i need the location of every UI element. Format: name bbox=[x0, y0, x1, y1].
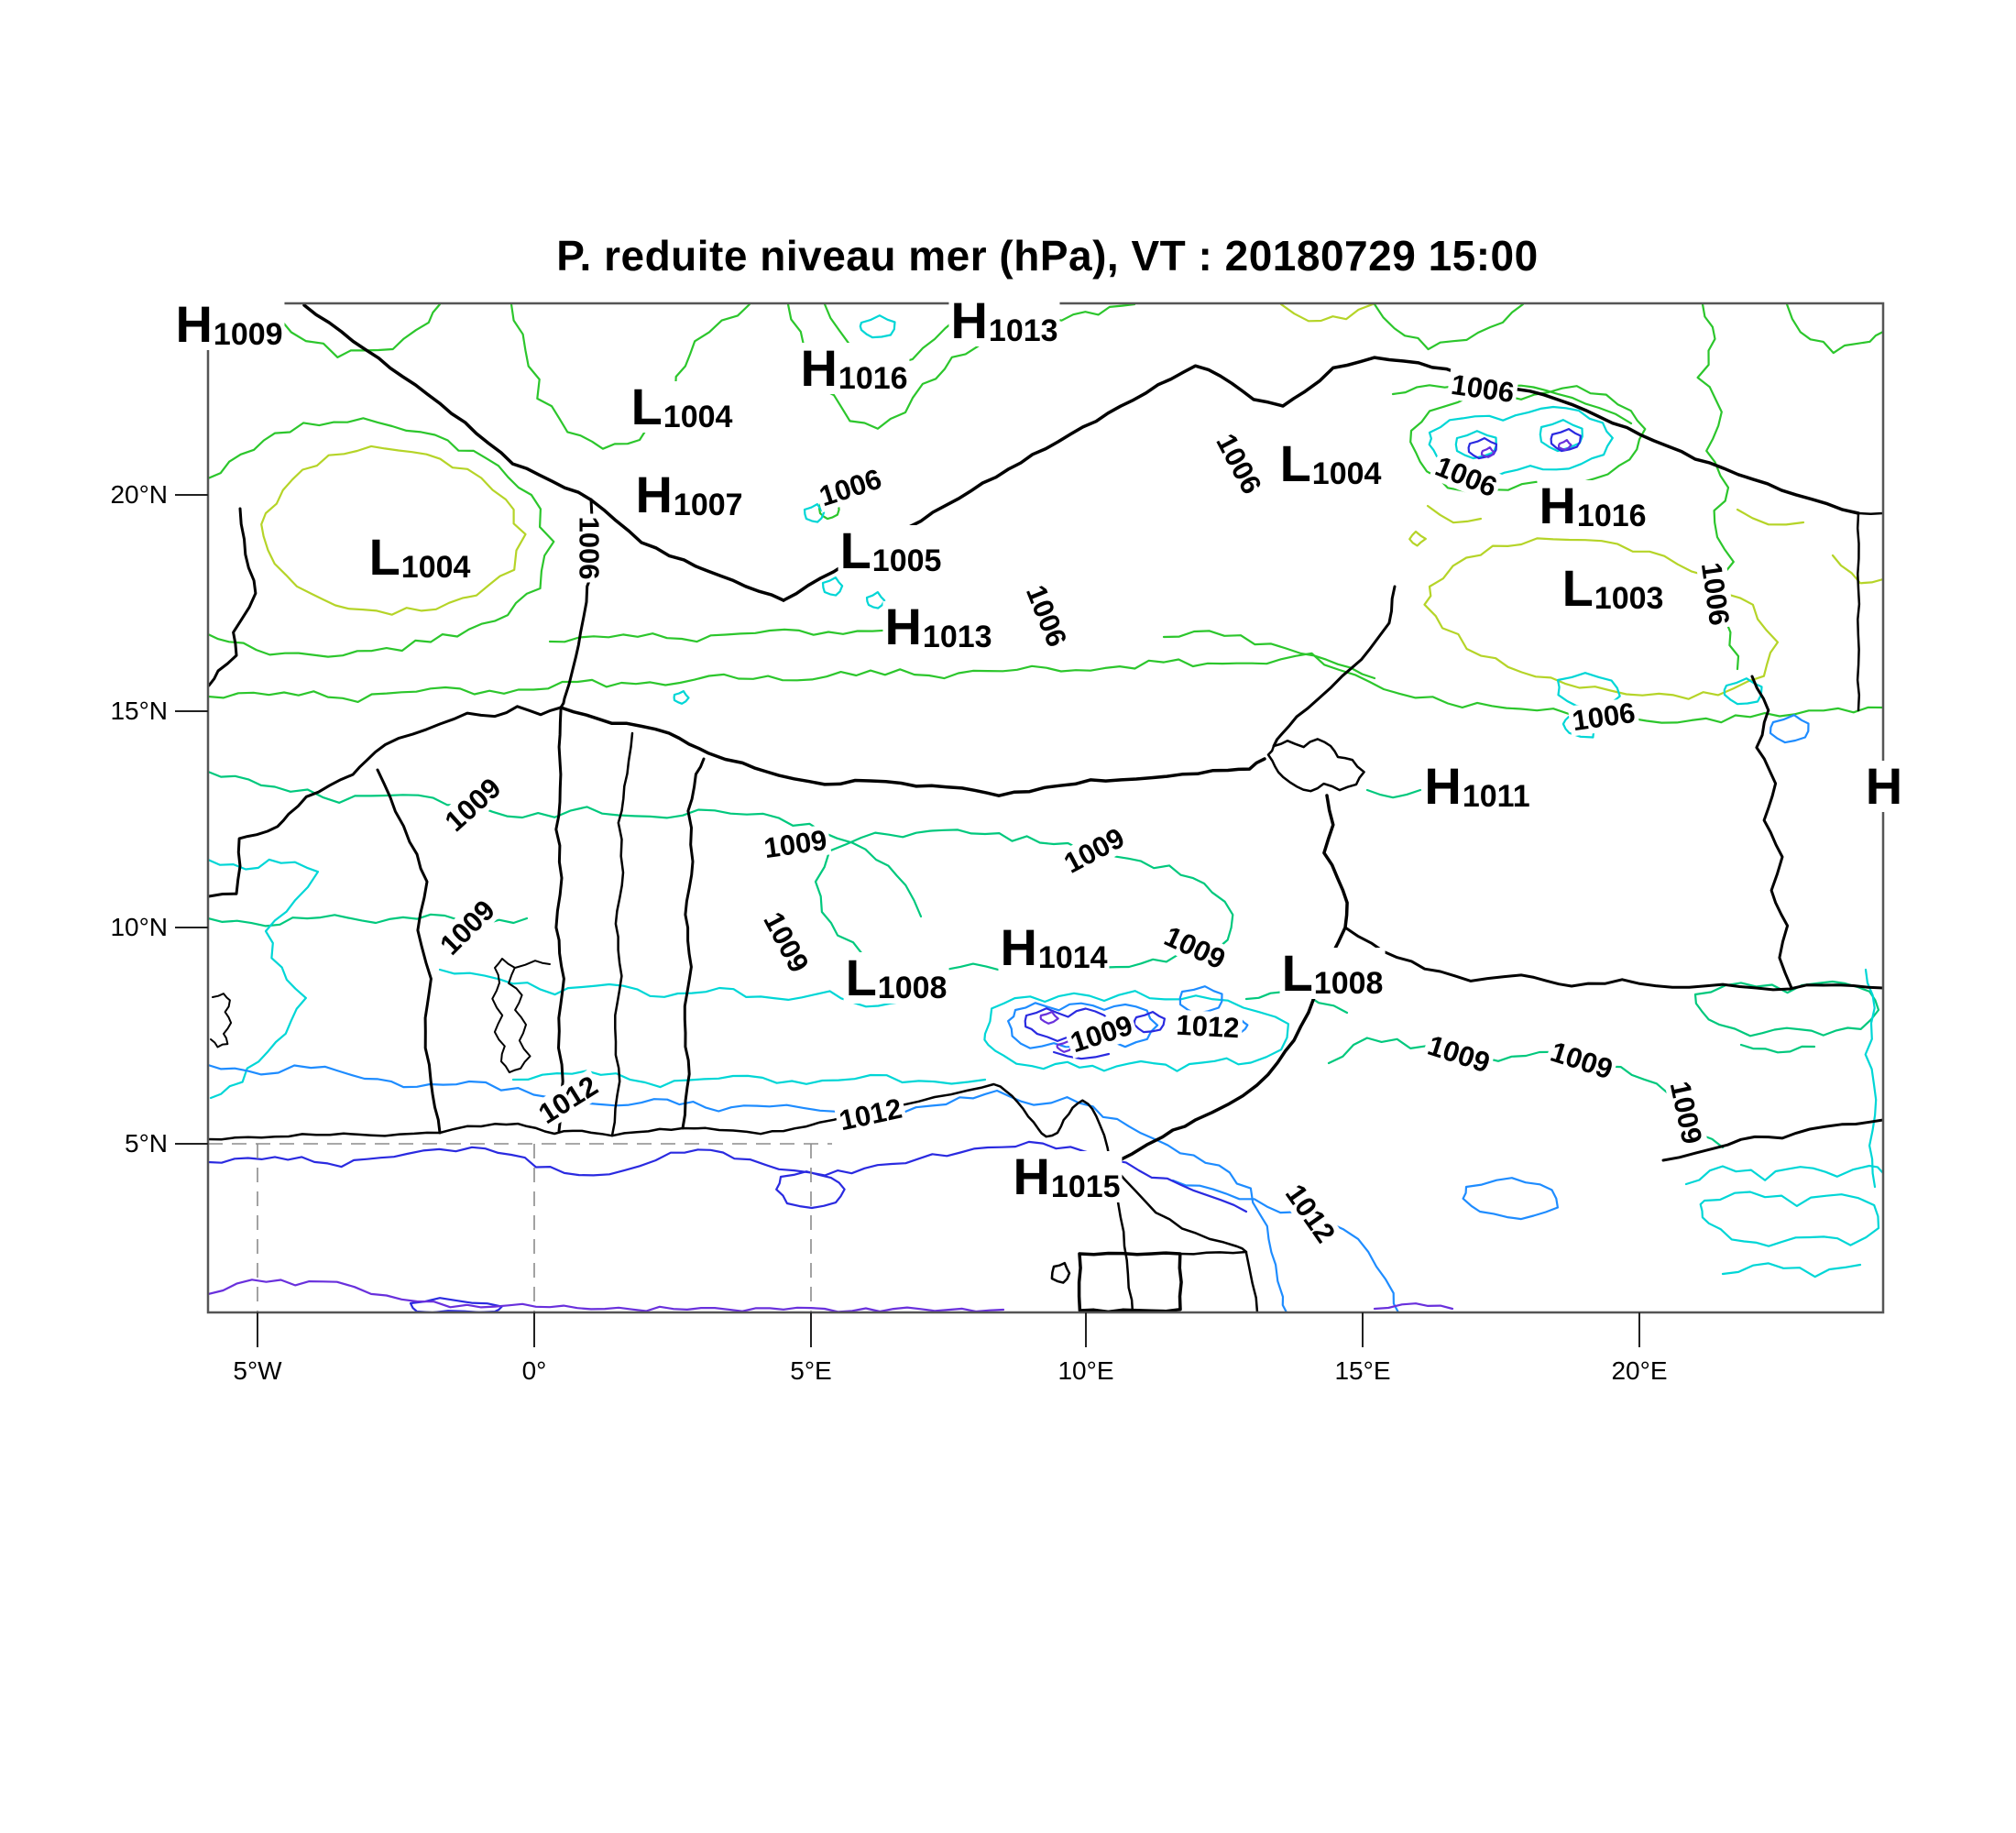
pressure-center-value: 1016 bbox=[1576, 499, 1647, 533]
contour-value-label: 1006 bbox=[1020, 578, 1074, 653]
contour-value-label: 1012 bbox=[1278, 1178, 1342, 1249]
contour-value-label: 1012 bbox=[834, 1092, 907, 1136]
pressure-center-letter: H bbox=[950, 291, 988, 349]
pressure-contour-level_1011 bbox=[674, 691, 689, 704]
pressure-center-letter: H bbox=[1539, 477, 1576, 534]
country-border bbox=[1268, 739, 1364, 791]
country-border bbox=[492, 959, 530, 1072]
pressure-center-value: 1004 bbox=[1311, 456, 1382, 491]
contour-value-label: 1006 bbox=[1447, 368, 1519, 408]
pressure-center-label-l1005 bbox=[838, 521, 944, 579]
pressure-center-label-h1007 bbox=[633, 466, 744, 523]
x-axis-label: 0° bbox=[521, 1356, 547, 1385]
pressure-center-letter: H bbox=[884, 598, 922, 655]
pressure-center-value: 1009 bbox=[213, 317, 283, 352]
pressure-contour-level_1006 bbox=[273, 304, 440, 357]
contour-value-label: 1009 bbox=[1064, 1009, 1138, 1059]
pressure-contour-level_1003 bbox=[1737, 510, 1803, 524]
pressure-center-label-l1004 bbox=[1278, 434, 1384, 492]
contour-value-label: 1006 bbox=[1210, 426, 1268, 501]
pressure-contour-level_1012 bbox=[208, 1065, 1287, 1312]
pressure-contour-level_1006 bbox=[1375, 304, 1523, 349]
x-axis-label: 10°E bbox=[1057, 1356, 1114, 1385]
contour-value-label: 1012 bbox=[1173, 1010, 1244, 1044]
pressure-contour-level_1011 bbox=[1723, 1263, 1860, 1277]
pressure-center-letter: H bbox=[1000, 918, 1037, 976]
country-border bbox=[209, 707, 561, 896]
pressure-contour-level_1006 bbox=[1787, 304, 1883, 353]
chart-title: P. reduite niveau mer (hPa), VT : 20180729 15:00 bbox=[556, 232, 1539, 280]
pressure-contour-level_1009 bbox=[1367, 790, 1420, 797]
country-border bbox=[208, 1084, 1133, 1312]
pressure-contour-level_1012 bbox=[1463, 1178, 1558, 1219]
y-axis-label: 5°N bbox=[125, 1129, 168, 1158]
pressure-center-value: 1014 bbox=[1037, 940, 1108, 975]
pressure-contour-level_1011 bbox=[823, 577, 842, 596]
pressure-contour-level_1011 bbox=[1456, 431, 1496, 458]
pressure-center-letter: L bbox=[368, 528, 400, 586]
country-border bbox=[561, 708, 1265, 796]
contour-value-label: 1009 bbox=[757, 905, 816, 980]
y-axis-label: 15°N bbox=[110, 697, 168, 725]
contour-value-label: 1006 bbox=[813, 463, 887, 513]
pressure-center-letter: L bbox=[630, 378, 663, 435]
pressure-center-value: 1011 bbox=[1462, 779, 1530, 814]
pressure-contour-level_1015 bbox=[1041, 1012, 1058, 1024]
pressure-contour-level_1003 bbox=[1409, 532, 1426, 545]
country-border bbox=[211, 993, 231, 1047]
country-border bbox=[1858, 513, 1883, 514]
pressure-center-value: 1013 bbox=[922, 620, 992, 654]
contour-value-label: 1009 bbox=[1664, 1076, 1708, 1149]
pressure-center-value: 1004 bbox=[400, 550, 471, 585]
pressure-contour-level_1011 bbox=[1686, 1166, 1883, 1184]
contour-value-label: 1009 bbox=[1544, 1036, 1618, 1086]
pressure-contour-level_1011 bbox=[1725, 678, 1762, 704]
pressure-center-letter: H bbox=[1013, 1147, 1050, 1205]
pressure-center-label-hedge bbox=[1864, 757, 1904, 815]
pressure-center-label-l1004 bbox=[630, 378, 735, 435]
pressure-contour-level_1011 bbox=[1701, 1192, 1879, 1246]
pressure-contour-level_1003 bbox=[1281, 304, 1373, 321]
pressure-center-label-h1015 bbox=[1011, 1147, 1122, 1205]
pressure-contour-level_1011 bbox=[860, 315, 895, 337]
pressure-contour-level_1012 bbox=[1770, 715, 1809, 742]
pressure-contour-level_1015 bbox=[208, 1279, 1003, 1312]
country-border bbox=[1180, 1252, 1257, 1312]
pressure-center-value: 1005 bbox=[871, 543, 942, 578]
y-axis-label: 20°N bbox=[110, 480, 168, 509]
pressure-center-letter: H bbox=[800, 339, 838, 397]
pressure-contour-level_1009 bbox=[1329, 1038, 1723, 1148]
pressure-center-letter: L bbox=[1279, 434, 1311, 492]
contour-value-label: 1009 bbox=[433, 894, 501, 961]
contour-value-label: 1009 bbox=[1421, 1029, 1496, 1080]
pressure-center-label-l1008 bbox=[1280, 944, 1386, 1002]
contour-value-label: 1009 bbox=[760, 824, 832, 863]
pressure-contour-level_1013 bbox=[411, 1298, 502, 1312]
country-border bbox=[378, 770, 440, 1133]
pressure-center-label-h1013 bbox=[882, 598, 993, 655]
x-axis-label: 15°E bbox=[1334, 1356, 1391, 1385]
pressure-center-letter: H bbox=[175, 295, 213, 353]
country-border bbox=[1079, 1253, 1182, 1312]
pressure-center-letter: L bbox=[839, 521, 871, 579]
pressure-center-label-h1011 bbox=[1422, 757, 1531, 815]
pressure-center-value: 1004 bbox=[663, 400, 733, 434]
pressure-center-label-h1016 bbox=[1537, 477, 1648, 534]
pressure-center-letter: H bbox=[635, 466, 673, 523]
country-border bbox=[1274, 587, 1395, 746]
pressure-contour-level_1011 bbox=[440, 970, 903, 1006]
contour-value-label: 1009 bbox=[1057, 821, 1132, 880]
x-axis-label: 5°W bbox=[233, 1356, 282, 1385]
contour-value-label: 1009 bbox=[438, 771, 508, 839]
pressure-center-letter: L bbox=[1281, 944, 1313, 1002]
pressure-center-value: 1015 bbox=[1050, 1169, 1121, 1204]
contour-value-label: 1009 bbox=[1157, 919, 1233, 976]
country-border bbox=[1052, 1263, 1069, 1283]
pressure-contour-level_1009 bbox=[1741, 1045, 1814, 1052]
pressure-center-label-h1014 bbox=[998, 918, 1109, 976]
pressure-center-value: 1008 bbox=[877, 971, 948, 1005]
pressure-center-letter: L bbox=[845, 949, 877, 1006]
contour-value-label: 1006 bbox=[1695, 558, 1735, 631]
country-border bbox=[209, 509, 256, 686]
pressure-center-label-h1009 bbox=[173, 295, 284, 353]
x-axis-label: 20°E bbox=[1611, 1356, 1668, 1385]
pressure-center-letter: L bbox=[1561, 559, 1594, 617]
pressure-contour-level_1011 bbox=[867, 592, 884, 609]
pressure-center-label-h1016 bbox=[798, 339, 909, 397]
pressure-center-value: 1013 bbox=[988, 313, 1058, 348]
pressure-center-label-l1003 bbox=[1561, 559, 1666, 617]
country-border bbox=[1345, 927, 1883, 990]
country-border bbox=[1113, 1166, 1246, 1252]
pressure-center-value: 1003 bbox=[1594, 581, 1664, 616]
contour-value-label: 1006 bbox=[1568, 697, 1640, 736]
contour-value-label: 1006 bbox=[575, 514, 605, 583]
pressure-center-value: 1008 bbox=[1313, 966, 1384, 1001]
pressure-contour-level_1003 bbox=[1428, 506, 1481, 522]
y-axis-label: 10°N bbox=[110, 913, 168, 941]
country-border bbox=[556, 710, 564, 1131]
country-border bbox=[1857, 513, 1859, 710]
pressure-center-letter: H bbox=[1424, 757, 1462, 815]
pressure-center-label-h1013 bbox=[948, 291, 1059, 349]
x-axis-label: 5°E bbox=[790, 1356, 832, 1385]
contour-value-label: 1012 bbox=[531, 1069, 605, 1131]
pressure-center-label-l1004 bbox=[367, 528, 473, 586]
pressure-center-value: 1007 bbox=[673, 488, 743, 522]
pressure-center-value: 1016 bbox=[838, 361, 908, 396]
pressure-contour-level_1015 bbox=[1375, 1303, 1452, 1309]
pressure-center-label-l1008 bbox=[844, 949, 949, 1006]
pressure-center-letter: H bbox=[1865, 757, 1903, 815]
country-border bbox=[515, 960, 550, 968]
contour-value-label: 1006 bbox=[1429, 450, 1504, 504]
pressure-contour-level_1011 bbox=[1866, 970, 1877, 1187]
